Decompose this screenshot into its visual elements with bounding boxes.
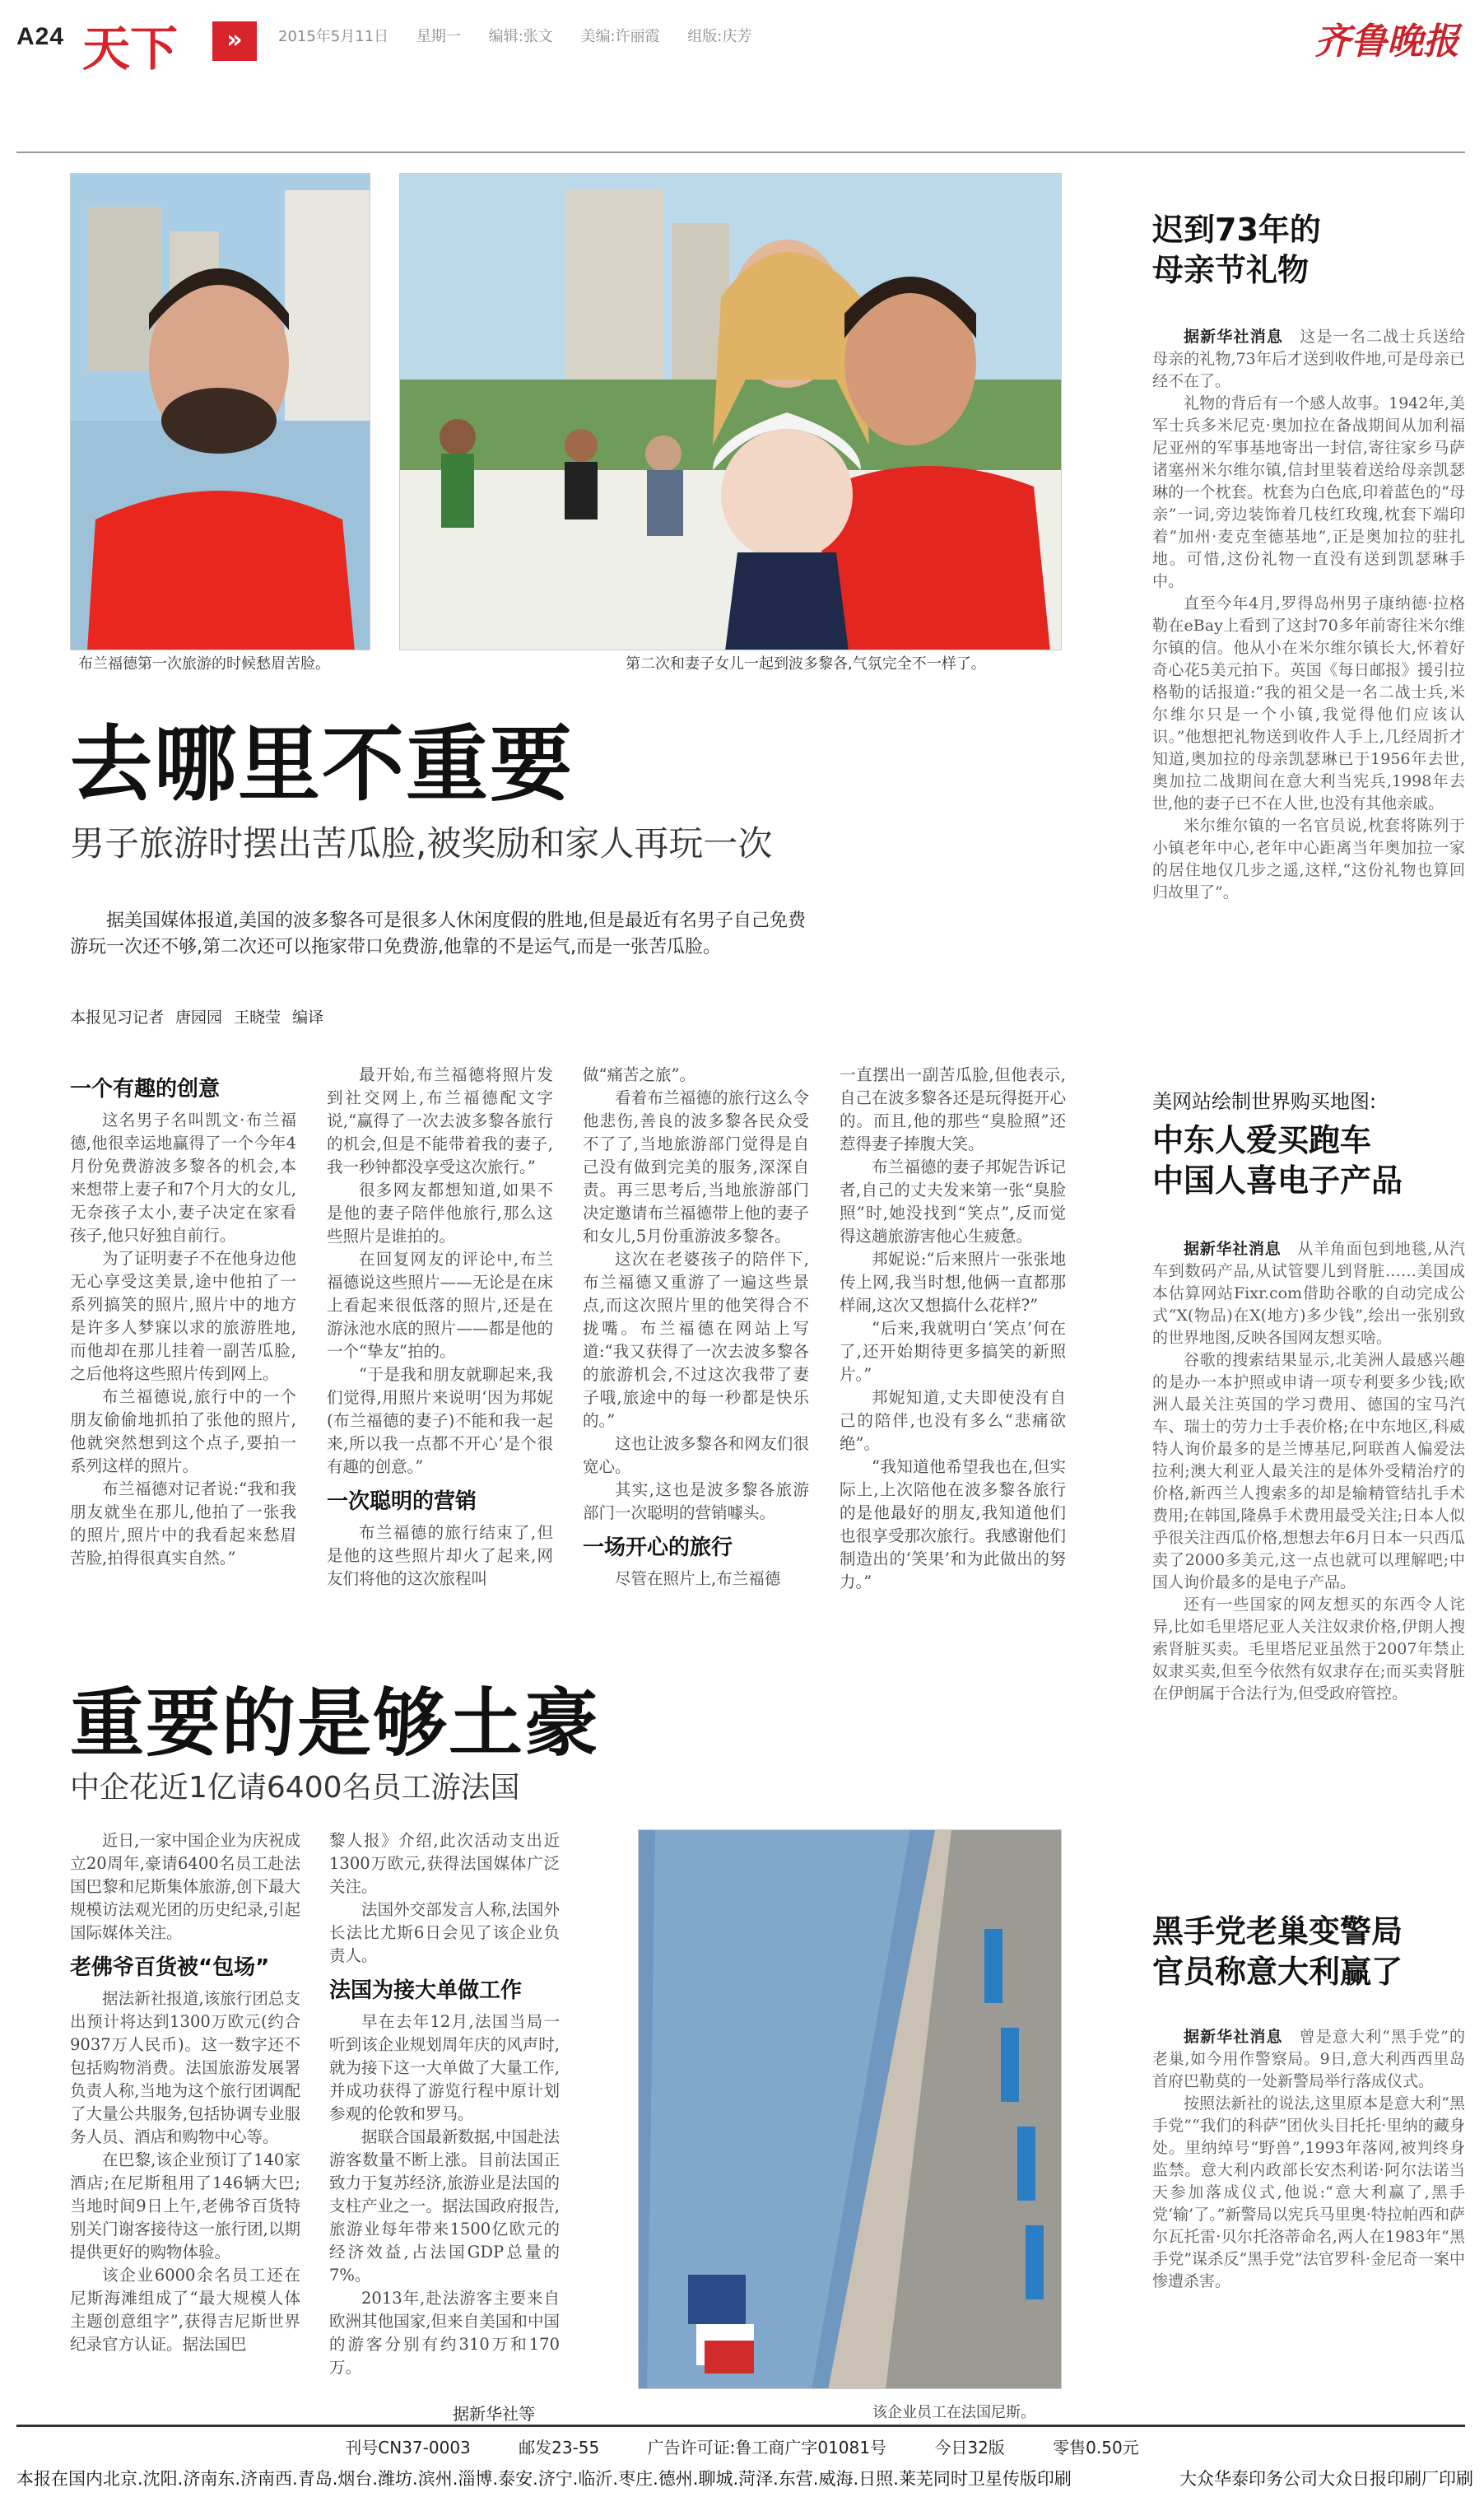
story1-column-4 — [840, 1064, 1066, 1594]
designer: 美编:许丽霞 — [580, 28, 660, 45]
printer: 大众华泰印务公司大众日报印刷厂印刷 — [1179, 2469, 1473, 2489]
paragraph: 一直摆出一副苦瓜脸,但他表示,自己在波多黎各还是玩得挺开心的。而且,他的那些“臭脸照”还惹得妻子捧腹大笑。 — [840, 1065, 1066, 1153]
paragraph: 其实,这也是波多黎各旅游部门一次聪明的营销噱头。 — [583, 1480, 809, 1522]
story1-lead: 据美国媒体报道,美国的波多黎各可是很多人休闲度假的胜地,但是最近有名男子自己免费游玩一次还不够,第二次还可以拖家带口免费游,他靠的不是运气,而是一张苦瓜脸。 — [70, 911, 806, 957]
paragraph: 还有一些国家的网友想买的东西令人诧异,比如毛里塔尼亚人关注奴隶价格,伊朗人搜索肾脏买卖。毛里塔尼亚虽然于2007年禁止奴隶买卖,但至今依然有奴隶存在;而买卖肾脏在伊朗属于合法行为,但受政府管控。 — [1152, 1595, 1465, 1703]
story2-column-2 — [329, 1829, 560, 2379]
sidebar-story-2 — [1152, 1085, 1465, 1705]
editor: 编辑:张文 — [488, 28, 553, 45]
story2-subtitle: 中企花近1亿请6400名员工游法国 — [70, 1771, 520, 1805]
paragraph: 据法新社报道,该旅行团总支出预计将达到1300万欧元(约合9037万人民币)。这一数字还不包括购物消费。法国旅游发展署负责人称,当地为这个旅行团调配了大量公共服务,包括协调专业服务人员、酒店和购物中心等。 — [70, 1989, 300, 2146]
paragraph: 在巴黎,该企业预订了140家酒店;在尼斯租用了146辆大巴;当地时间9日上午,老佛爷百货特别关门谢客接待这一旅行团,以期提供更好的购物体验。 — [70, 2150, 300, 2262]
story1-title: 去哪里不重要 — [70, 716, 574, 813]
subhead-happy-trip: 一场开心的旅行 — [583, 1535, 733, 1560]
sidebar3-source: 据新华社消息 — [1184, 2027, 1283, 2046]
sidebar2-kicker: 美网站绘制世界购买地图: — [1152, 1090, 1377, 1113]
paragraph: 近日,一家中国企业为庆祝成立20周年,豪请6400名员工赴法国巴黎和尼斯集体旅游,创下最大规模访法观光团的历史纪录,引起国际媒体关注。 — [70, 1831, 300, 1942]
paragraph: 米尔维尔镇的一名官员说,枕套将陈列于小镇老年中心,老年中心距离当年奥加拉一家的居住地仅几步之遥,这样,“这份礼物也算回归故里了”。 — [1152, 816, 1465, 901]
print-sites: 本报在国内北京.沈阳.济南东.济南西.青岛.烟台.潍坊.滨州.淄博.泰安.济宁.临沂.枣庄.德州.聊城.菏泽.东营.威海.日照.莱芜同时卫星传版印刷 — [16, 2469, 1072, 2489]
paragraph: 为了证明妻子不在他身边他无心享受这美景,途中他拍了一系列搞笑的照片,照片中的地方是许多人梦寐以求的旅游胜地,而他却在那儿挂着一副苦瓜脸,之后他将这些照片传到网上。 — [70, 1249, 296, 1383]
weekday: 星期一 — [416, 28, 461, 45]
paragraph: “于是我和朋友就聊起来,我们觉得,用照片来说明‘因为邦妮(布兰福德的妻子)不能和我一起来,所以我一点都不开心’是个很有趣的创意。” — [327, 1365, 553, 1476]
sidebar-story-1 — [1152, 210, 1465, 904]
sidebar1-source: 据新华社消息 — [1184, 327, 1284, 346]
photo-family — [399, 173, 1062, 650]
paragraph: 早在去年12月,法国当局一听到该企业规划周年庆的风声时,就为接下这一大单做了大量工作,并成功获得了游览行程中原计划参观的伦敦和罗马。 — [329, 2012, 560, 2123]
paragraph: 法国外交部发言人称,法国外长法比尤斯6日会见了该企业负责人。 — [329, 1900, 560, 1965]
paragraph: 该企业6000余名员工还在尼斯海滩组成了“最大规模人体主题创意组字”,获得吉尼斯世界纪录官方认证。据法国巴 — [70, 2266, 300, 2354]
sidebar2-source: 据新华社消息 — [1184, 1239, 1282, 1258]
sidebar2-title-line1: 中东人爱买跑车 — [1152, 1122, 1372, 1158]
photo-alone — [70, 173, 370, 650]
sidebar-story-3 — [1152, 1912, 1465, 2293]
paragraph: 谷歌的搜索结果显示,北美洲人最感兴趣的是办一本护照或申请一项专利要多少钱;欧洲人最关注英国的学习费用、德国的宝马汽车、瑞士的劳力士手表价格;在中东地区,科威特人询价最多的是兰博基尼,阿联酋人偏爱法拉利;澳大利亚人最关注的是体外受精治疗的价格,新西兰人搜索多的却是输精管结扎手术费用;在韩国,隆鼻手术费用最受关注;日本人似乎很关注西瓜价格,想想去年6月日本一只西瓜卖了2000多美元,这一点也就可以理解吧;中国人询价最多的是电子产品。 — [1152, 1350, 1465, 1591]
photo-nice-crowd-illustration — [639, 1830, 1062, 2389]
paragraph: 布兰福德对记者说:“我和我朋友就坐在那儿,他拍了一张我的照片,照片中的我看起来愁眉苦脸,拍得很真实自然。” — [70, 1479, 296, 1568]
paragraph: “后来,我就明白‘笑点’何在了,还开始期待更多搞笑的新照片。” — [840, 1319, 1066, 1384]
paragraph: “我知道他希望我也在,但实际上,上次陪他在波多黎各旅行的是他最好的朋友,我知道他们也很享受那次旅行。我感谢他们制造出的‘笑果’和为此做出的努力。” — [840, 1457, 1066, 1591]
paragraph: 据联合国最新数据,中国赴法游客数量不断上涨。目前法国正致力于复苏经济,旅游业是法国的支柱产业之一。据法国政府报告,旅游业每年带来1500亿欧元的经济效益,占法国GDP总量的7%。 — [329, 2127, 560, 2285]
header-rule — [16, 151, 1465, 153]
footer-rule — [16, 2425, 1465, 2427]
subhead-france-efforts: 法国为接大单做工作 — [329, 1978, 523, 2003]
paragraph: 这名男子名叫凯文·布兰福德,他很幸运地赢得了一个今年4月份免费游波多黎各的机会,本来想带上妻子和7个月大的女儿,无奈孩子太小,妻子决定在家看孩子,他只好独自前行。 — [70, 1111, 296, 1245]
paragraph: 布兰福德说,旅行中的一个朋友偷偷地抓拍了张他的照片,他就突然想到这个点子,要拍一系列这样的照片。 — [70, 1387, 296, 1475]
section-badge: » — [212, 21, 257, 61]
story1-column-3 — [583, 1064, 809, 1591]
sidebar2-body — [1152, 1238, 1465, 1705]
story2-credit: 据新华社等 — [453, 2404, 535, 2424]
photo-alone-caption: 布兰福德第一次旅游的时候愁眉苦脸。 — [78, 655, 330, 673]
sidebar3-title-line1: 黑手党老巢变警局 — [1152, 1913, 1403, 1950]
paragraph: 按照法新社的说法,这里原本是意大利“黑手党”“我们的科萨”团伙头目托托·里纳的藏身处。里纳绰号“野兽”,1993年落网,被判终身监禁。意大利内政部长安杰利诺·阿尔法诺当天参加落成仪式,他说:“意大利赢了,黑手党‘输’了。”新警局以宪兵马里奥·特拉帕西和萨尔瓦托雷·贝尔托洛蒂命名,两人在1983年“黑手党”谋杀反“黑手党”法官罗科·金尼奇一案中惨遭杀害。 — [1152, 2094, 1465, 2290]
story1-byline: 本报见习记者 唐园园 王晓莹 编译 — [70, 1009, 324, 1027]
paragraph: 看着布兰福德的旅行这么令他悲伤,善良的波多黎各民众受不了了,当地旅游部门觉得是自己没有做到完美的服务,深深自责。再三思考后,当地旅游部门决定邀请布兰福德带上他的妻子和女儿,5月份重游波多黎各。 — [583, 1088, 809, 1246]
ad-license: 广告许可证:鲁工商广字01081号 — [647, 2438, 886, 2457]
paragraph: 布兰福德的妻子邦妮告诉记者,自己的丈夫发来第一张“臭脸照”时,她没找到“笑点”,反而觉得这趟旅游害他心生疲惫。 — [840, 1158, 1066, 1246]
paragraph: 最开始,布兰福德将照片发到社交网上,布兰福德配文字说,“赢得了一次去波多黎各旅行的机会,但是不能带着我的妻子,我一秒钟都没享受这次旅行。” — [327, 1065, 553, 1176]
header-meta — [278, 25, 775, 46]
subhead-fun-idea: 一个有趣的创意 — [70, 1077, 221, 1102]
story1-column-2 — [327, 1064, 553, 1591]
subhead-clever-marketing: 一次聪明的营销 — [327, 1489, 477, 1514]
postal-code: 邮发23-55 — [519, 2438, 600, 2457]
paragraph: 这是一名二战士兵送给母亲的礼物,73年后才送到收件地,可是母亲已经不在了。 — [1152, 327, 1465, 390]
sidebar3-body — [1152, 2026, 1465, 2293]
subhead-galeries-lafayette: 老佛爷百货被“包场” — [70, 1955, 270, 1980]
paragraph: 这次在老婆孩子的陪伴下,布兰福德又重游了一遍这些景点,而这次照片里的他笑得合不拢嘴。布兰福德在网站上写道:“我又获得了一次去波多黎各的旅游机会,不过这次我带了妻子哦,旅途中的每一秒都是快乐的。” — [583, 1250, 809, 1430]
paragraph: 2013年,赴法游客主要来自欧洲其他国家,但来自美国和中国的游客分别有约310万和170万。 — [329, 2289, 560, 2377]
paragraph: 做“痛苦之旅”。 — [583, 1065, 695, 1084]
paragraph: 直至今年4月,罗得岛州男子康纳德·拉格勒在eBay上看到了这封70多年前寄往米尔维尔镇的信。他从小在米尔维尔镇长大,怀着好奇心花5美元拍下。英国《每日邮报》援引拉格勒的话报道:“我的祖父是一名二战士兵,米尔维尔只是一个小镇,我觉得他们应该认识。”他想把礼物送到收件人手上,几经周折才知道,奥加拉的母亲凯瑟琳已于1956年去世,奥加拉二战期间在意大利当宪兵,1998年去世,他的妻子已不在人世,也没有其他亲戚。 — [1152, 594, 1465, 813]
photo-nice-crowd — [638, 1829, 1062, 2389]
photo-nice-caption: 该企业员工在法国尼斯。 — [872, 2404, 1035, 2421]
footer-print — [16, 2466, 1473, 2490]
sidebar3-title-line2: 官员称意大利赢了 — [1152, 1954, 1403, 1991]
paragraph: 很多网友都想知道,如果不是他的妻子陪伴他旅行,那么这些照片是谁拍的。 — [327, 1181, 553, 1246]
photo-alone-illustration — [71, 174, 370, 650]
paragraph: 布兰福德的旅行结束了,但是他的这些照片却火了起来,网友们将他的这次旅程叫 — [327, 1523, 553, 1588]
story1-subtitle: 男子旅游时摆出苦瓜脸,被奖励和家人再玩一次 — [70, 823, 773, 864]
paragraph: 邦妮知道,丈夫即使没有自己的陪伴,也没有多么“悲痛欲绝”。 — [840, 1388, 1066, 1453]
issue-date: 2015年5月11日 — [278, 28, 389, 45]
layout-editor: 组版:庆芳 — [687, 28, 752, 45]
issue-number: 刊号CN37-0003 — [345, 2438, 471, 2457]
sidebar2-title-line2: 中国人喜电子产品 — [1152, 1162, 1403, 1200]
page-number: A24 — [16, 23, 65, 50]
price: 零售0.50元 — [1053, 2438, 1139, 2457]
section-name: 天下 — [82, 21, 179, 77]
photo-family-caption: 第二次和妻子女儿一起到波多黎各,气氛完全不一样了。 — [626, 655, 986, 673]
footer-info — [0, 2434, 1484, 2458]
paragraph: 在回复网友的评论中,布兰福德说这些照片——无论是在床上看起来很低落的照片,还是在游泳池水底的照片——都是他的一个“挚友”拍的。 — [327, 1250, 553, 1361]
photo-family-illustration — [400, 174, 1062, 650]
sidebar1-title-line1: 迟到73年的 — [1152, 212, 1321, 248]
paragraph: 曾是意大利“黑手党”的老巢,如今用作警察局。9日,意大利西西里岛首府巴勒莫的一处新警局举行落成仪式。 — [1152, 2027, 1465, 2090]
paragraph: 礼物的背后有一个感人故事。1942年,美军士兵多米尼克·奥加拉在备战期间从加利福尼亚州的军事基地寄出一封信,寄往家乡马萨诸塞州米尔维尔镇,信封里装着送给母亲凯瑟琳的一个枕套。枕套为白色底,印着蓝色的“母亲”一词,旁边装饰着几枝红玫瑰,枕套下端印着“加州·麦克奎德基地”,正是奥加拉的驻扎地。可惜,这份礼物一直没有送到凯瑟琳手中。 — [1152, 394, 1465, 590]
sidebar1-title-line2: 母亲节礼物 — [1152, 252, 1310, 289]
story2-column-1 — [70, 1829, 300, 2356]
paragraph: 这也让波多黎各和网友们很宽心。 — [583, 1434, 809, 1476]
newspaper-masthead: 齐鲁晚报 — [1314, 21, 1459, 63]
sidebar1-body — [1152, 326, 1465, 904]
paragraph: 从羊角面包到地毯,从汽车到数码产品,从试管婴儿到肾脏……美国成本估算网站Fixr.com借助谷歌的自动完成公式“X(物品)在X(地方)多少钱”,绘出一张别致的世界地图,反映各国网友想买啥。 — [1152, 1239, 1465, 1347]
page-count: 今日32版 — [934, 2438, 1005, 2457]
story1-column-1 — [70, 1066, 296, 1570]
paragraph: 黎人报》介绍,此次活动支出近1300万欧元,获得法国媒体广泛关注。 — [329, 1831, 560, 1896]
paragraph: 尽管在照片上,布兰福德 — [615, 1569, 781, 1588]
paragraph: 邦妮说:“后来照片一张张地传上网,我当时想,他俩一直都那样闹,这次又想搞什么花样?” — [840, 1250, 1066, 1315]
story2-title: 重要的是够土豪 — [70, 1680, 600, 1767]
